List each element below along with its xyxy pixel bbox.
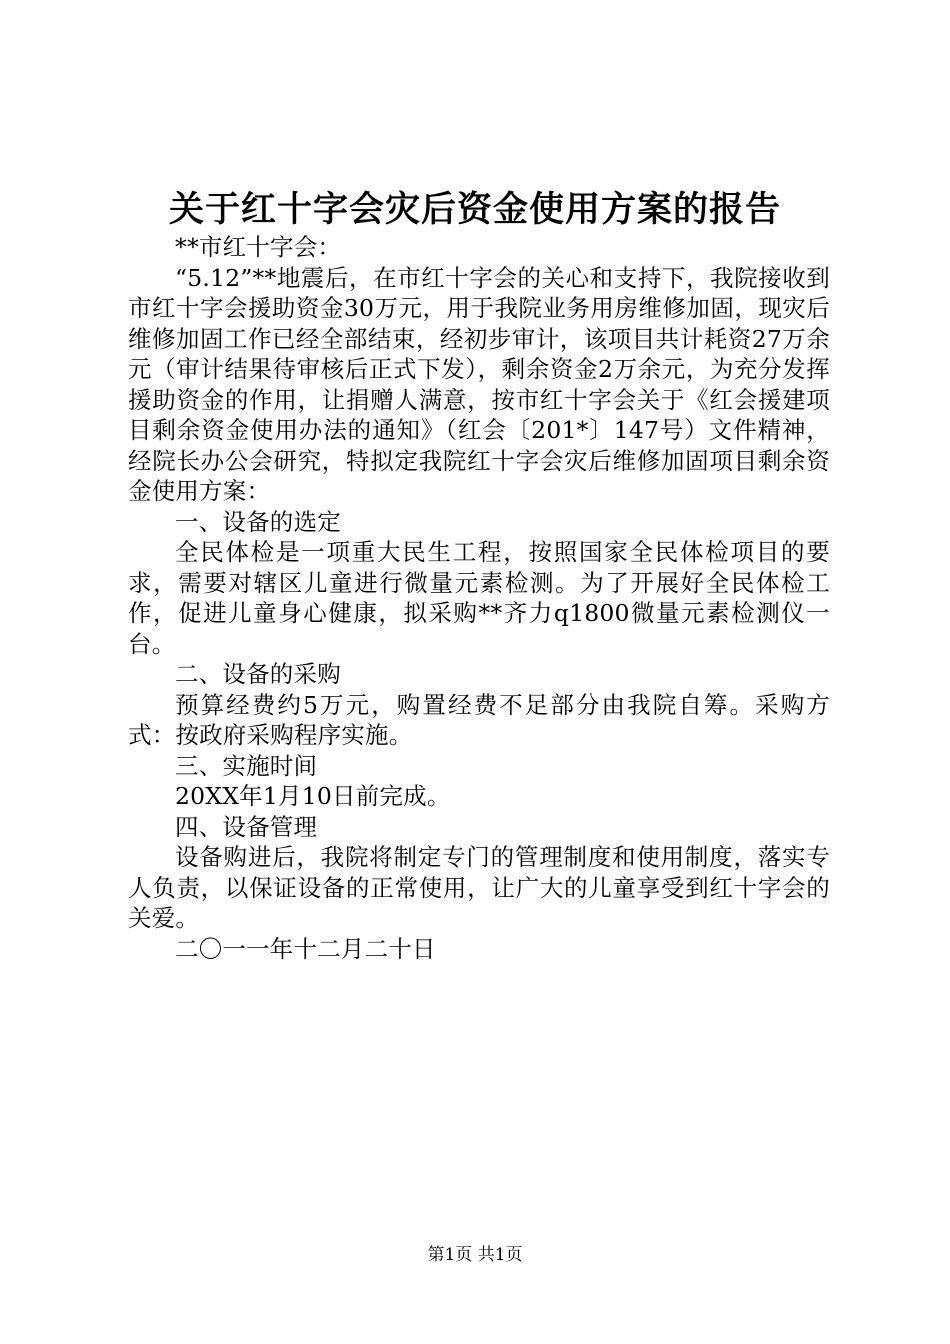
document-title: 关于红十字会灾后资金使用方案的报告 bbox=[168, 189, 781, 230]
document-date: 二〇一一年十二月二十日 bbox=[175, 934, 436, 963]
equipment-management-paragraph: 设备购进后，我院将制定专门的管理制度和使用制度，落实专人负责，以保证设备的正常使用，让广大的儿童享受到红十字会的关爱。 bbox=[128, 843, 830, 932]
intro-paragraph: “5.12”**地震后，在市红十字会的关心和支持下，我院接收到市红十字会援助资金30万元，用于我院业务用房维修加固，现灾后维修加固工作已经全部结束，经初步审计，该项目共计耗资27万余元（审计结果待审核后正式下发），剩余资金2万余元，为充分发挥援助资金的作用，让捐赠人满意，按市红十字会关于《红会援建项目剩余资金使用办法的通知》（红会〔201*〕147号）文件精神，经院长办公会研究，特拟定我院红十字会灾后维修加固项目剩余资金使用方案： bbox=[128, 263, 830, 505]
equipment-selection-paragraph: 全民体检是一项重大民生工程，按照国家全民体检项目的要求，需要对辖区儿童进行微量元素检测。为了开展好全民体检工作，促进儿童身心健康，拟采购**齐力q1800微量元素检测仪一台。 bbox=[128, 538, 830, 658]
equipment-purchase-paragraph: 预算经费约5万元，购置经费不足部分由我院自筹。采购方式：按政府采购程序实施。 bbox=[128, 690, 830, 749]
implementation-time-paragraph: 20XX年1月10日前完成。 bbox=[175, 782, 451, 810]
section-heading-equipment-selection: 一、设备的选定 bbox=[175, 507, 341, 536]
section-heading-equipment-management: 四、设备管理 bbox=[175, 812, 318, 841]
section-heading-equipment-purchase: 二、设备的采购 bbox=[175, 660, 341, 688]
salutation: **市红十字会： bbox=[175, 233, 342, 261]
section-heading-implementation-time: 三、实施时间 bbox=[175, 751, 318, 780]
document-body bbox=[128, 232, 830, 964]
page-footer: 第1页 共1页 bbox=[427, 1245, 523, 1265]
